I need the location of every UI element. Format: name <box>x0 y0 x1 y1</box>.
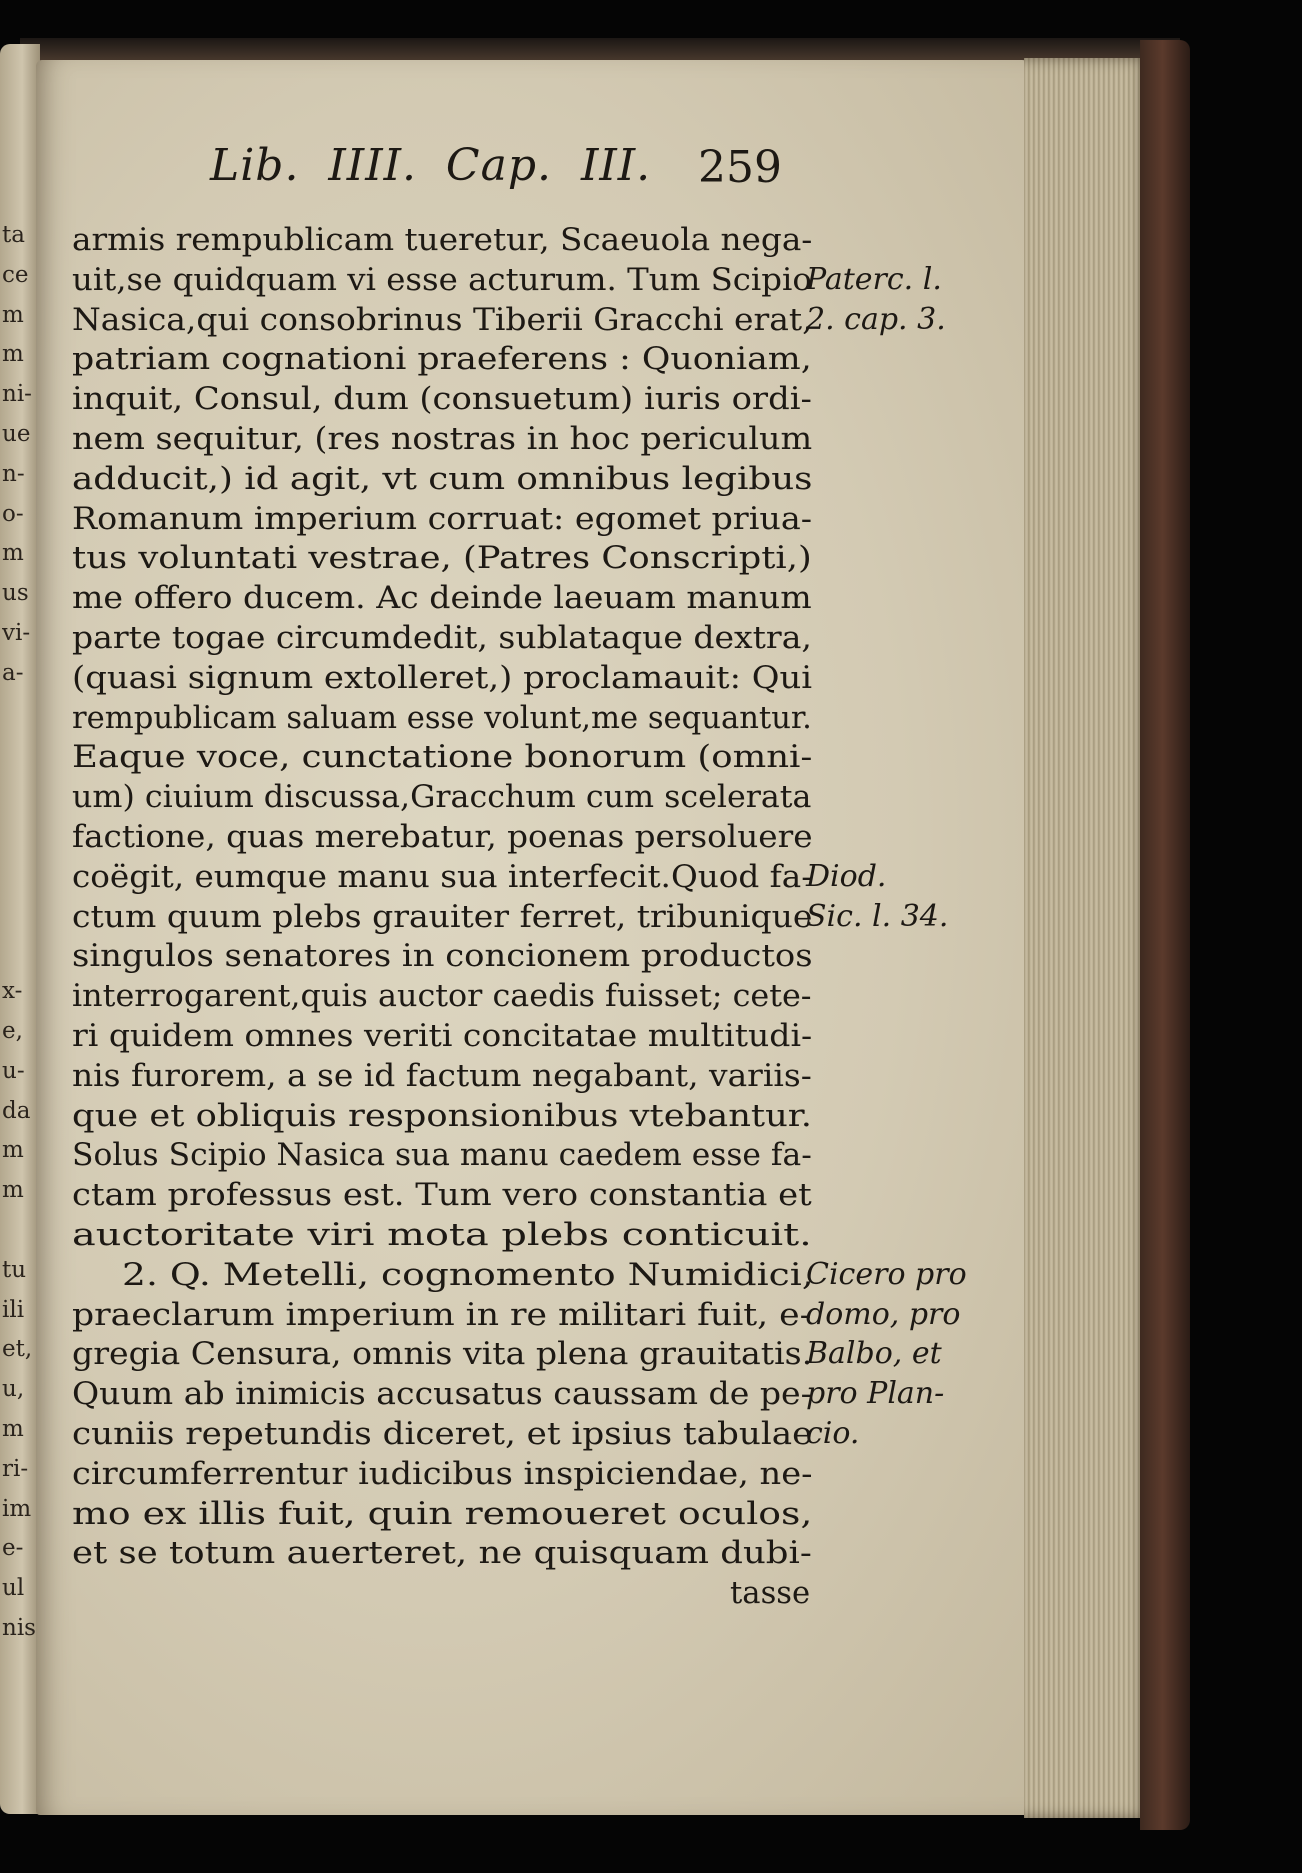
margin-note: Paterc. l. <box>806 261 942 297</box>
text-line: circumferrentur iudicibus inspiciendae, ne- <box>72 1455 813 1492</box>
text-line: inquit, Consul, dum (consuetum) iuris ordi- <box>72 381 812 418</box>
text-line: coëgit, eumque manu sua interfecit.Quod fa- <box>72 858 813 895</box>
text-line: rempublicam saluam esse volunt,me sequantur. <box>72 699 812 736</box>
prev-page-fragment: m <box>2 301 24 328</box>
page-stack-edge <box>1024 58 1152 1818</box>
prev-page-fragment: us <box>2 580 29 607</box>
text-line: ctam professus est. Tum vero constantia et <box>72 1177 812 1214</box>
prev-page-fragment: vi- <box>2 620 31 646</box>
prev-page-fragment: m <box>2 1137 24 1164</box>
text-line: mo ex illis fuit, quin remoueret oculos, <box>72 1495 813 1532</box>
text-line: et se totum auerteret, ne quisquam dubi- <box>72 1535 812 1572</box>
text-line: Nasica,qui consobrinus Tiberii Gracchi erat, <box>72 301 813 338</box>
margin-note: pro Plan- <box>806 1376 945 1412</box>
prev-page-fragment: a- <box>2 659 24 686</box>
book-cover-top-edge <box>20 38 1180 62</box>
text-line: nis furorem, a se id factum negabant, variis- <box>72 1057 812 1094</box>
text-line: 2. Q. Metelli, cognomento Numidici, <box>122 1256 814 1293</box>
text-line: ri quidem omnes veriti concitatae multitudi- <box>72 1018 813 1054</box>
prev-page-fragment: im <box>2 1495 32 1522</box>
page-number: 259 <box>698 142 782 193</box>
margin-note: domo, pro <box>806 1296 961 1332</box>
text-line: que et obliquis responsionibus vtebantur. <box>72 1097 813 1134</box>
prev-page-fragment: ili <box>2 1296 25 1323</box>
margin-note: Balbo, et <box>806 1336 942 1372</box>
text-line: Solus Scipio Nasica sua manu caedem esse fa- <box>72 1137 812 1174</box>
prev-page-fragment: ul <box>2 1575 25 1602</box>
text-line: interrogarent,quis auctor caedis fuisset; cete- <box>72 978 812 1015</box>
prev-page-fragment: n- <box>2 460 25 487</box>
text-line: praeclarum imperium in re militari fuit, e- <box>72 1296 812 1333</box>
text-line: adducit,) id agit, vt cum omnibus legibus <box>72 460 813 497</box>
prev-page-fragment: da <box>2 1097 31 1124</box>
prev-page-fragment: u, <box>2 1376 25 1403</box>
text-line: parte togae circumdedit, sublataque dextra, <box>72 620 812 656</box>
prev-page-fragment: tu <box>2 1256 27 1283</box>
prev-page-fragment: m <box>2 1177 24 1204</box>
text-line: um) ciuium discussa,Gracchum cum scelerata <box>72 779 812 816</box>
text-line: cuniis repetundis diceret, et ipsius tabulae <box>72 1416 813 1452</box>
text-line: me offero ducem. Ac deinde laeuam manum <box>72 580 812 617</box>
text-line: nem sequitur, (res nostras in hoc periculum <box>72 421 813 457</box>
prev-page-fragment: m <box>2 1416 24 1442</box>
prev-page-fragment: m <box>2 540 24 567</box>
prev-page-fragment: ue <box>2 421 31 447</box>
text-line: Eaque voce, cunctatione bonorum (omni- <box>72 739 813 776</box>
previous-page-edge <box>0 44 40 1814</box>
book-cover-edge <box>1140 40 1190 1830</box>
prev-page-fragment: ri- <box>2 1455 29 1482</box>
prev-page-fragment: o- <box>2 500 24 527</box>
text-line: patriam cognationi praeferens : Quoniam, <box>72 341 812 378</box>
margin-note: Diod. <box>806 858 887 894</box>
margin-note: cio. <box>806 1416 860 1451</box>
margin-note: Sic. l. 34. <box>806 898 949 934</box>
prev-page-fragment: u- <box>2 1057 25 1084</box>
text-line: gregia Censura, omnis vita plena grauitatis. <box>72 1336 813 1373</box>
text-line: uit,se quidquam vi esse acturum. Tum Scipio <box>72 261 812 298</box>
prev-page-fragment: m <box>2 341 24 368</box>
text-line: singulos senatores in concionem productos <box>72 938 813 975</box>
text-line: tus voluntati vestrae, (Patres Conscripti,) <box>72 540 812 577</box>
text-line: armis rempublicam tueretur, Scaeuola nega- <box>72 222 813 258</box>
text-line: factione, quas merebatur, poenas persoluere <box>72 819 813 855</box>
prev-page-fragment: et, <box>2 1336 33 1363</box>
text-line: Romanum imperium corruat: egomet priua- <box>72 500 813 537</box>
prev-page-fragment: nis <box>2 1615 36 1641</box>
text-line: (quasi signum extolleret,) proclamauit: Qui <box>72 659 813 696</box>
margin-note: Cicero pro <box>806 1256 967 1292</box>
running-head: Lib. IIII. Cap. III. <box>210 140 652 191</box>
prev-page-fragment: x- <box>2 978 23 1005</box>
prev-page-fragment: e, <box>2 1018 23 1044</box>
prev-page-fragment: ta <box>2 222 25 248</box>
text-line: tasse <box>730 1575 811 1612</box>
prev-page-fragment: ce <box>2 261 29 288</box>
prev-page-fragment: e- <box>2 1535 24 1562</box>
text-line: ctum quum plebs grauiter ferret, tribunique <box>72 898 813 935</box>
text-line: Quum ab inimicis accusatus caussam de pe- <box>72 1376 812 1413</box>
margin-note: 2. cap. 3. <box>806 301 946 337</box>
text-line: auctoritate viri mota plebs conticuit. <box>72 1217 812 1253</box>
prev-page-fragment: ni- <box>2 381 32 408</box>
